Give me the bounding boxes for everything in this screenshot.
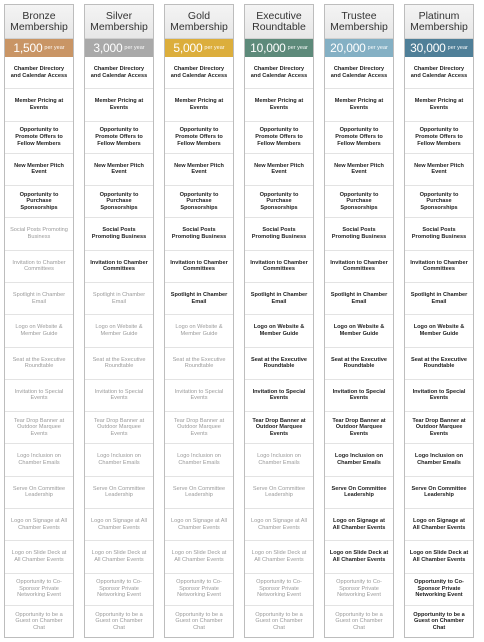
- feature-item: Logo on Website & Member Guide: [85, 315, 153, 347]
- feature-item: Spotlight in Chamber Email: [245, 283, 313, 315]
- feature-item: Chamber Directory and Calendar Access: [5, 57, 73, 89]
- tier-column: [164, 4, 234, 638]
- feature-item: Invitation to Chamber Committees: [405, 251, 473, 283]
- feature-item: Logo on Website & Member Guide: [165, 315, 233, 347]
- feature-item: Logo on Slide Deck at All Chamber Events: [405, 541, 473, 573]
- feature-item: Logo on Slide Deck at All Chamber Events: [325, 541, 393, 573]
- feature-list: [405, 57, 473, 637]
- tier-column: [324, 4, 394, 638]
- feature-item: Seat at the Executive Roundtable: [85, 348, 153, 380]
- feature-item: New Member Pitch Event: [245, 154, 313, 186]
- feature-list: [245, 57, 313, 637]
- feature-item: Social Posts Promoting Business: [405, 218, 473, 250]
- feature-item: Seat at the Executive Roundtable: [405, 348, 473, 380]
- feature-item: Logo on Website & Member Guide: [405, 315, 473, 347]
- feature-item: Seat at the Executive Roundtable: [165, 348, 233, 380]
- feature-item: Member Pricing at Events: [165, 89, 233, 121]
- feature-item: Opportunity to Promote Offers to Fellow Members: [85, 122, 153, 154]
- feature-item: Logo Inclusion on Chamber Emails: [165, 444, 233, 476]
- feature-item: Member Pricing at Events: [245, 89, 313, 121]
- feature-item: Chamber Directory and Calendar Access: [85, 57, 153, 89]
- feature-item: Spotlight in Chamber Email: [405, 283, 473, 315]
- feature-item: Opportunity to Co-Sponsor Private Networking Event: [405, 574, 473, 606]
- feature-item: Seat at the Executive Roundtable: [5, 348, 73, 380]
- feature-item: Opportunity to Purchase Sponsorships: [325, 186, 393, 218]
- feature-item: Spotlight in Chamber Email: [85, 283, 153, 315]
- feature-item: Tear Drop Banner at Outdoor Marquee Events: [85, 412, 153, 444]
- feature-item: Invitation to Chamber Committees: [245, 251, 313, 283]
- tier-name: Executive Roundtable: [245, 5, 313, 39]
- tier-price: 30,000: [410, 41, 446, 55]
- feature-item: Chamber Directory and Calendar Access: [245, 57, 313, 89]
- tier-name: Gold Membership: [165, 5, 233, 39]
- feature-item: Opportunity to be a Guest on Chamber Chat: [15, 611, 63, 631]
- feature-item: Tear Drop Banner at Outdoor Marquee Events: [405, 412, 473, 444]
- feature-item: Serve On Committee Leadership: [5, 477, 73, 509]
- feature-item: Invitation to Chamber Committees: [5, 251, 73, 283]
- tier-name: Platinum Membership: [405, 5, 473, 39]
- feature-item: Opportunity to Co-Sponsor Private Networking Event: [165, 574, 233, 606]
- feature-item: Member Pricing at Events: [5, 89, 73, 121]
- tier-price: 10,000: [250, 41, 286, 55]
- feature-item: Social Posts Promoting Business: [85, 218, 153, 250]
- feature-item: Opportunity to Co-Sponsor Private Networking Event: [85, 574, 153, 606]
- feature-item: Serve On Committee Leadership: [325, 477, 393, 509]
- feature-item: Opportunity to Purchase Sponsorships: [405, 186, 473, 218]
- feature-item: Chamber Directory and Calendar Access: [165, 57, 233, 89]
- feature-item: Opportunity to Co-Sponsor Private Networking Event: [5, 574, 73, 606]
- tier-price-band: [165, 39, 233, 57]
- feature-item: Logo on Slide Deck at All Chamber Events: [165, 541, 233, 573]
- feature-list: [85, 57, 153, 637]
- tier-price-band: [405, 39, 473, 57]
- feature-item: Logo on Slide Deck at All Chamber Events: [85, 541, 153, 573]
- tier-price: 1,500: [13, 41, 43, 55]
- feature-item: Chamber Directory and Calendar Access: [405, 57, 473, 89]
- tier-column: [4, 4, 74, 638]
- tier-price-band: [245, 39, 313, 57]
- feature-item: Logo on Website & Member Guide: [5, 315, 73, 347]
- feature-item: Spotlight in Chamber Email: [165, 283, 233, 315]
- feature-item: Logo Inclusion on Chamber Emails: [85, 444, 153, 476]
- feature-item: Invitation to Special Events: [85, 380, 153, 412]
- price-suffix: per year: [204, 45, 225, 51]
- feature-item: Serve On Committee Leadership: [165, 477, 233, 509]
- feature-item: Spotlight in Chamber Email: [5, 283, 73, 315]
- tier-column: [404, 4, 474, 638]
- feature-item: Invitation to Special Events: [325, 380, 393, 412]
- feature-item: Invitation to Chamber Committees: [165, 251, 233, 283]
- price-suffix: per year: [287, 45, 308, 51]
- feature-item: Member Pricing at Events: [85, 89, 153, 121]
- feature-item: Social Posts Promoting Business: [5, 218, 73, 250]
- feature-item: Chamber Directory and Calendar Access: [325, 57, 393, 89]
- feature-item: Tear Drop Banner at Outdoor Marquee Events: [325, 412, 393, 444]
- price-suffix: per year: [44, 45, 65, 51]
- tier-name: Bronze Membership: [5, 5, 73, 39]
- feature-item: Logo on Signage at All Chamber Events: [165, 509, 233, 541]
- feature-item: Opportunity to be a Guest on Chamber Chat: [175, 611, 223, 631]
- tier-column: [84, 4, 154, 638]
- feature-item: Opportunity to Purchase Sponsorships: [245, 186, 313, 218]
- feature-item: Tear Drop Banner at Outdoor Marquee Events: [165, 412, 233, 444]
- feature-item: New Member Pitch Event: [325, 154, 393, 186]
- feature-item: Logo on Signage at All Chamber Events: [85, 509, 153, 541]
- feature-item: Opportunity to Promote Offers to Fellow Members: [325, 122, 393, 154]
- feature-item: Opportunity to Purchase Sponsorships: [85, 186, 153, 218]
- feature-item: Opportunity to be a Guest on Chamber Chat: [335, 611, 383, 631]
- feature-item: New Member Pitch Event: [165, 154, 233, 186]
- feature-item: Logo Inclusion on Chamber Emails: [405, 444, 473, 476]
- tier-price-band: [5, 39, 73, 57]
- feature-item: Tear Drop Banner at Outdoor Marquee Events: [5, 412, 73, 444]
- feature-item: Logo Inclusion on Chamber Emails: [5, 444, 73, 476]
- price-suffix: per year: [124, 45, 145, 51]
- feature-item: Logo on Signage at All Chamber Events: [325, 509, 393, 541]
- feature-item: Serve On Committee Leadership: [245, 477, 313, 509]
- feature-item: Serve On Committee Leadership: [85, 477, 153, 509]
- feature-item: Invitation to Chamber Committees: [325, 251, 393, 283]
- feature-item: Opportunity to Promote Offers to Fellow Members: [165, 122, 233, 154]
- feature-item: Invitation to Special Events: [165, 380, 233, 412]
- tier-price-band: [85, 39, 153, 57]
- feature-item: Member Pricing at Events: [405, 89, 473, 121]
- feature-item: Logo on Website & Member Guide: [325, 315, 393, 347]
- feature-item: Opportunity to Purchase Sponsorships: [5, 186, 73, 218]
- feature-item: Social Posts Promoting Business: [245, 218, 313, 250]
- feature-item: Member Pricing at Events: [325, 89, 393, 121]
- feature-item: Seat at the Executive Roundtable: [245, 348, 313, 380]
- feature-item: Opportunity to be a Guest on Chamber Chat: [413, 611, 465, 631]
- feature-item: Serve On Committee Leadership: [405, 477, 473, 509]
- feature-item: Invitation to Special Events: [405, 380, 473, 412]
- tier-column: [244, 4, 314, 638]
- tier-name: Trustee Membership: [325, 5, 393, 39]
- feature-item: Opportunity to be a Guest on Chamber Chat: [255, 611, 303, 631]
- feature-item: Logo Inclusion on Chamber Emails: [245, 444, 313, 476]
- feature-item: Social Posts Promoting Business: [165, 218, 233, 250]
- feature-item: Seat at the Executive Roundtable: [325, 348, 393, 380]
- feature-item: Opportunity to Purchase Sponsorships: [165, 186, 233, 218]
- feature-item: Opportunity to Co-Sponsor Private Networking Event: [325, 574, 393, 606]
- feature-item: Logo on Signage at All Chamber Events: [405, 509, 473, 541]
- tier-price-band: [325, 39, 393, 57]
- feature-item: Logo on Website & Member Guide: [245, 315, 313, 347]
- feature-item: Opportunity to Promote Offers to Fellow Members: [5, 122, 73, 154]
- tier-price: 5,000: [173, 41, 203, 55]
- tier-price: 20,000: [330, 41, 366, 55]
- feature-item: Invitation to Chamber Committees: [85, 251, 153, 283]
- feature-item: New Member Pitch Event: [405, 154, 473, 186]
- feature-item: Logo on Signage at All Chamber Events: [245, 509, 313, 541]
- feature-list: [165, 57, 233, 637]
- price-suffix: per year: [367, 45, 388, 51]
- feature-item: Opportunity to Promote Offers to Fellow Members: [245, 122, 313, 154]
- feature-item: Logo on Slide Deck at All Chamber Events: [5, 541, 73, 573]
- feature-item: New Member Pitch Event: [85, 154, 153, 186]
- feature-item: Opportunity to Promote Offers to Fellow Members: [405, 122, 473, 154]
- price-suffix: per year: [447, 45, 468, 51]
- feature-item: New Member Pitch Event: [5, 154, 73, 186]
- feature-item: Opportunity to Co-Sponsor Private Networking Event: [245, 574, 313, 606]
- feature-item: Social Posts Promoting Business: [325, 218, 393, 250]
- feature-item: Invitation to Special Events: [5, 380, 73, 412]
- feature-list: [5, 57, 73, 637]
- feature-item: Opportunity to be a Guest on Chamber Chat: [95, 611, 143, 631]
- feature-item: Logo on Slide Deck at All Chamber Events: [245, 541, 313, 573]
- feature-item: Tear Drop Banner at Outdoor Marquee Events: [245, 412, 313, 444]
- feature-item: Invitation to Special Events: [245, 380, 313, 412]
- feature-item: Logo Inclusion on Chamber Emails: [325, 444, 393, 476]
- tier-name: Silver Membership: [85, 5, 153, 39]
- feature-list: [325, 57, 393, 637]
- feature-item: Logo on Signage at All Chamber Events: [5, 509, 73, 541]
- tier-price: 3,000: [93, 41, 123, 55]
- feature-item: Spotlight in Chamber Email: [325, 283, 393, 315]
